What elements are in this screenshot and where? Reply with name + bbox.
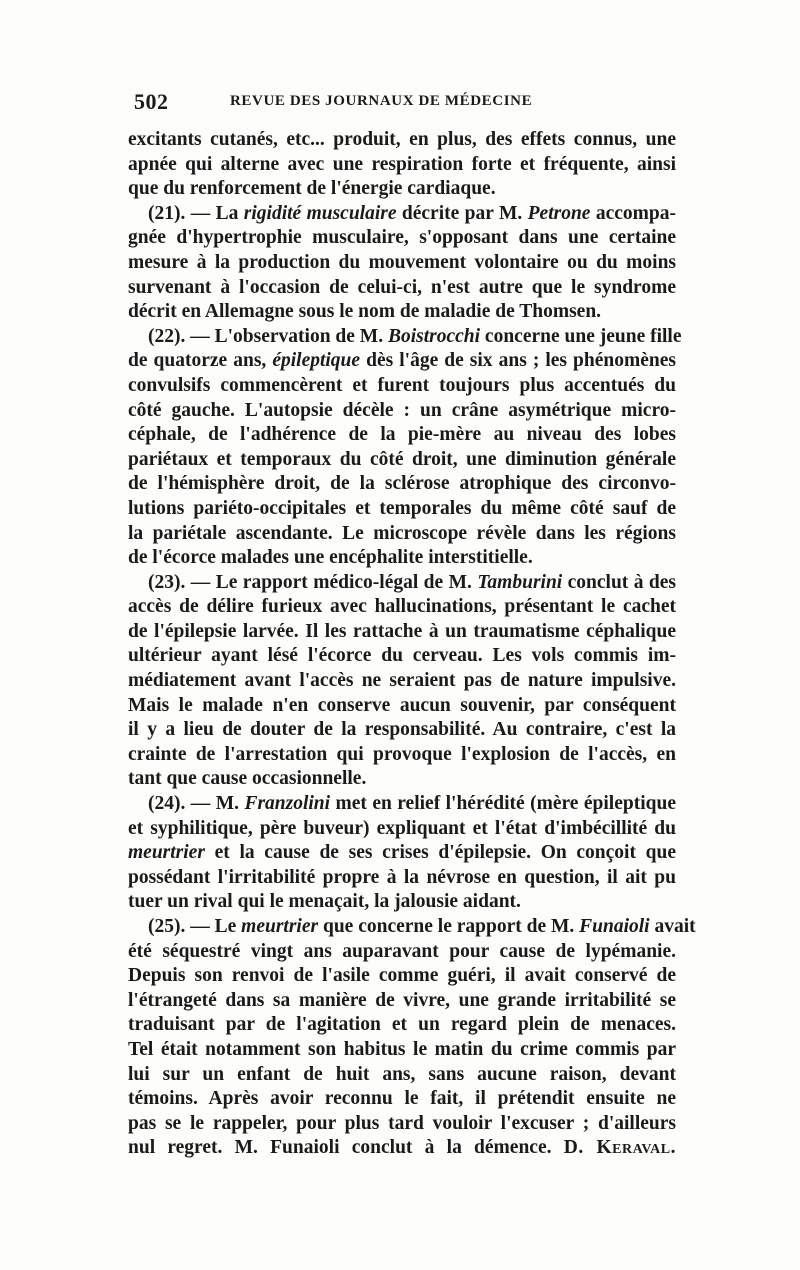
- text-line: lutions pariéto-occipitales et temporales du même côté sauf de: [128, 497, 676, 519]
- closing-line: [128, 1136, 676, 1161]
- paragraph-21-start: (21). — La rigidité musculaire décrite par M. Petrone accompa-: [148, 202, 676, 224]
- text-line: de l'hémisphère droit, de la sclérose atrophique des circonvo-: [128, 473, 676, 495]
- text-line: Depuis son renvoi de l'asile comme guéri, il avait conservé de: [128, 965, 676, 987]
- body-text: [128, 128, 696, 1161]
- text-line: ultérieur ayant lésé l'écorce du cerveau. Les vols commis im-: [128, 645, 676, 667]
- text-line: survenant à l'occasion de celui-ci, n'est autre que le syndrome: [128, 276, 676, 298]
- text-line: que du renforcement de l'énergie cardiaque.: [128, 178, 496, 200]
- text-line: et syphilitique, père buveur) expliquant et l'état d'imbécillité du: [128, 817, 676, 839]
- text-line: accès de délire furieux avec hallucinations, présentant le cachet: [128, 596, 676, 618]
- text-line: décrit en Allemagne sous le nom de maladie de Thomsen.: [128, 301, 602, 323]
- text-line: de l'écorce malades une encéphalite interstitielle.: [128, 547, 533, 569]
- text-line: lui sur un enfant de huit ans, sans aucune raison, devant: [128, 1063, 676, 1085]
- text-line: mesure à la production du mouvement volontaire ou du moins: [128, 251, 676, 273]
- text-line: témoins. Après avoir reconnu le fait, il prétendit ensuite ne: [128, 1088, 676, 1110]
- text-line: apnée qui alterne avec une respiration forte et fréquente, ainsi: [128, 153, 676, 175]
- text-line: meurtrier et la cause de ses crises d'épilepsie. On conçoit que: [128, 842, 676, 864]
- text-line: de quatorze ans, épileptique dès l'âge de six ans ; les phénomènes: [128, 350, 676, 372]
- text-line: côté gauche. L'autopsie décèle : un crâne asymétrique micro-: [128, 399, 676, 421]
- author-signature: D. Keraval.: [563, 1137, 677, 1159]
- text-line: Mais le malade n'en conserve aucun souvenir, par conséquent: [128, 694, 676, 716]
- text-line: convulsifs commencèrent et furent toujours plus accentués du: [128, 374, 676, 396]
- text-line: il y a lieu de douter de la responsabilité. Au contraire, c'est la: [128, 719, 676, 741]
- text-line: Tel était notamment son habitus le matin du crime commis par: [128, 1038, 676, 1060]
- text-line: céphale, de l'adhérence de la pie-mère au niveau des lobes: [128, 424, 676, 446]
- text-line: tuer un rival qui le menaçait, la jalousie aidant.: [128, 891, 521, 913]
- page-number: 502: [134, 89, 169, 114]
- paragraph-22-start: (22). — L'observation de M. Boistrocchi concerne une jeune fille: [148, 325, 682, 347]
- closing-text: nul regret. M. Funaioli conclut à la démence.: [128, 1137, 552, 1159]
- paragraph-24-start: (24). — M. Franzolini met en relief l'hérédité (mère épileptique: [148, 793, 676, 815]
- text-line: gnée d'hypertrophie musculaire, s'opposant dans une certaine: [128, 227, 676, 249]
- text-line: excitants cutanés, etc... produit, en plus, des effets connus, une: [128, 129, 676, 150]
- page-header: [134, 89, 664, 115]
- text-line: traduisant par de l'agitation et un regard plein de menaces.: [128, 1014, 676, 1036]
- text-line: médiatement avant l'accès ne seraient pas de nature impulsive.: [128, 670, 676, 692]
- paragraph-23-start: (23). — Le rapport médico-légal de M. Tamburini conclut à des: [148, 571, 676, 593]
- text-line: pariétaux et temporaux du côté droit, une diminution générale: [128, 448, 676, 470]
- text-line: la pariétale ascendante. Le microscope révèle dans les régions: [128, 522, 676, 544]
- text-line: l'étrangeté dans sa manière de vivre, une grande irritabilité se: [128, 989, 676, 1011]
- text-line: de l'épilepsie larvée. Il les rattache à un traumatisme céphalique: [128, 620, 676, 642]
- text-line: tant que cause occasionnelle.: [128, 768, 367, 790]
- text-line: possédant l'irritabilité propre à la névrose en question, il ait pu: [128, 866, 676, 888]
- paragraph-25-start: (25). — Le meurtrier que concerne le rapport de M. Funaioli avait: [148, 916, 696, 937]
- running-title: REVUE DES JOURNAUX DE MÉDECINE: [230, 93, 533, 109]
- text-line: été séquestré vingt ans auparavant pour cause de lypémanie.: [128, 940, 676, 962]
- text-line: crainte de l'arrestation qui provoque l'explosion de l'accès, en: [128, 743, 676, 765]
- text-line: pas se le rappeler, pour plus tard vouloir l'excuser ; d'ailleurs: [128, 1112, 676, 1134]
